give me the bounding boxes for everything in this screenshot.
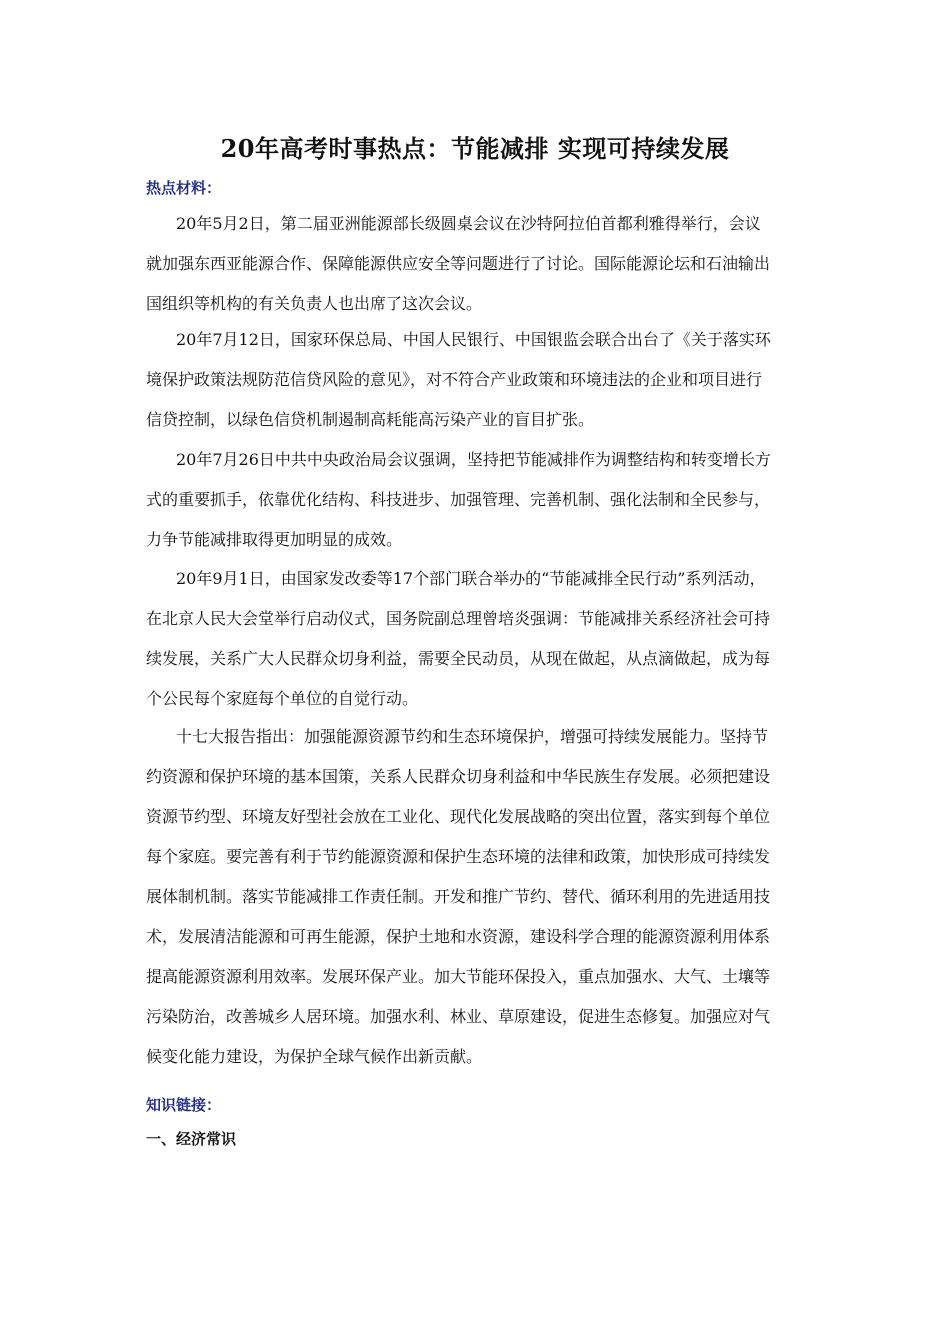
paragraph-line: 就加强东西亚能源合作、保障能源供应安全等问题进行了讨论。国际能源论坛和石油输出	[146, 254, 771, 273]
paragraph-line: 20年7月12日，国家环保总局、中国人民银行、中国银监会联合出台了《关于落实环	[176, 330, 771, 349]
section-heading-hot-material: 热点材料：	[146, 179, 222, 197]
subsection-heading-economics: 一、经济常识	[146, 1130, 237, 1148]
paragraph-line: 每个家庭。要完善有利于节约能源资源和保护生态环境的法律和政策，加快形成可持续发	[146, 847, 771, 866]
paragraph-line: 续发展，关系广大人民群众切身利益，需要全民动员，从现在做起，从点滴做起，成为每	[146, 649, 771, 668]
paragraph-4	[146, 559, 770, 719]
paragraph-line: 个公民每个家庭每个单位的自觉行动。	[146, 689, 419, 708]
paragraph-5	[146, 717, 770, 1077]
paragraph-line: 约资源和保护环境的基本国策，关系人民群众切身利益和中华民族生存发展。必须把建设	[146, 767, 771, 786]
paragraph-line: 境保护政策法规防范信贷风险的意见》，对不符合产业政策和环境违法的企业和项目进行	[146, 370, 763, 389]
paragraph-3	[146, 440, 771, 560]
paragraph-line: 在北京人民大会堂举行启动仪式，国务院副总理曾培炎强调：节能减排关系经济社会可持	[146, 609, 771, 628]
paragraph-line: 式的重要抓手，依靠优化结构、科技进步、加强管理、完善机制、强化法制和全民参与，	[146, 490, 771, 509]
paragraph-line: 污染防治，改善城乡人居环境。加强水利、林业、草原建设，促进生态修复。加强应对气	[146, 1007, 771, 1026]
paragraph-1	[146, 204, 770, 324]
paragraph-line: 提高能源资源利用效率。发展环保产业。加大节能环保投入，重点加强水、大气、土壤等	[146, 967, 771, 986]
paragraph-line: 候变化能力建设，为保护全球气候作出新贡献。	[146, 1047, 483, 1066]
paragraph-line: 十七大报告指出：加强能源资源节约和生态环境保护，增强可持续发展能力。坚持节	[176, 727, 769, 746]
page-title: 20年高考时事热点：节能减排 实现可持续发展	[220, 134, 730, 163]
paragraph-2	[146, 320, 771, 440]
paragraph-line: 术，发展清洁能源和可再生能源，保护土地和水资源，建设科学合理的能源资源利用体系	[146, 927, 771, 946]
paragraph-line: 资源节约型、环境友好型社会放在工业化、现代化发展战略的突出位置，落实到每个单位	[146, 807, 771, 826]
paragraph-line: 力争节能减排取得更加明显的成效。	[146, 530, 403, 549]
paragraph-line: 信贷控制，以绿色信贷机制遏制高耗能高污染产业的盲目扩张。	[146, 410, 595, 429]
section-heading-knowledge-link: 知识链接：	[146, 1096, 222, 1114]
paragraph-line: 20年9月1日，由国家发改委等17个部门联合举办的“节能减排全民行动”系列活动，	[176, 569, 766, 588]
paragraph-line: 20年7月26日中共中央政治局会议强调，坚持把节能减排作为调整结构和转变增长方	[176, 450, 771, 469]
paragraph-line: 20年5月2日，第二届亚洲能源部长级圆桌会议在沙特阿拉伯首都利雅得举行，会议	[176, 214, 761, 233]
paragraph-line: 展体制机制。落实节能减排工作责任制。开发和推广节约、替代、循环利用的先进适用技	[146, 887, 771, 906]
paragraph-line: 国组织等机构的有关负责人也出席了这次会议。	[146, 294, 483, 313]
